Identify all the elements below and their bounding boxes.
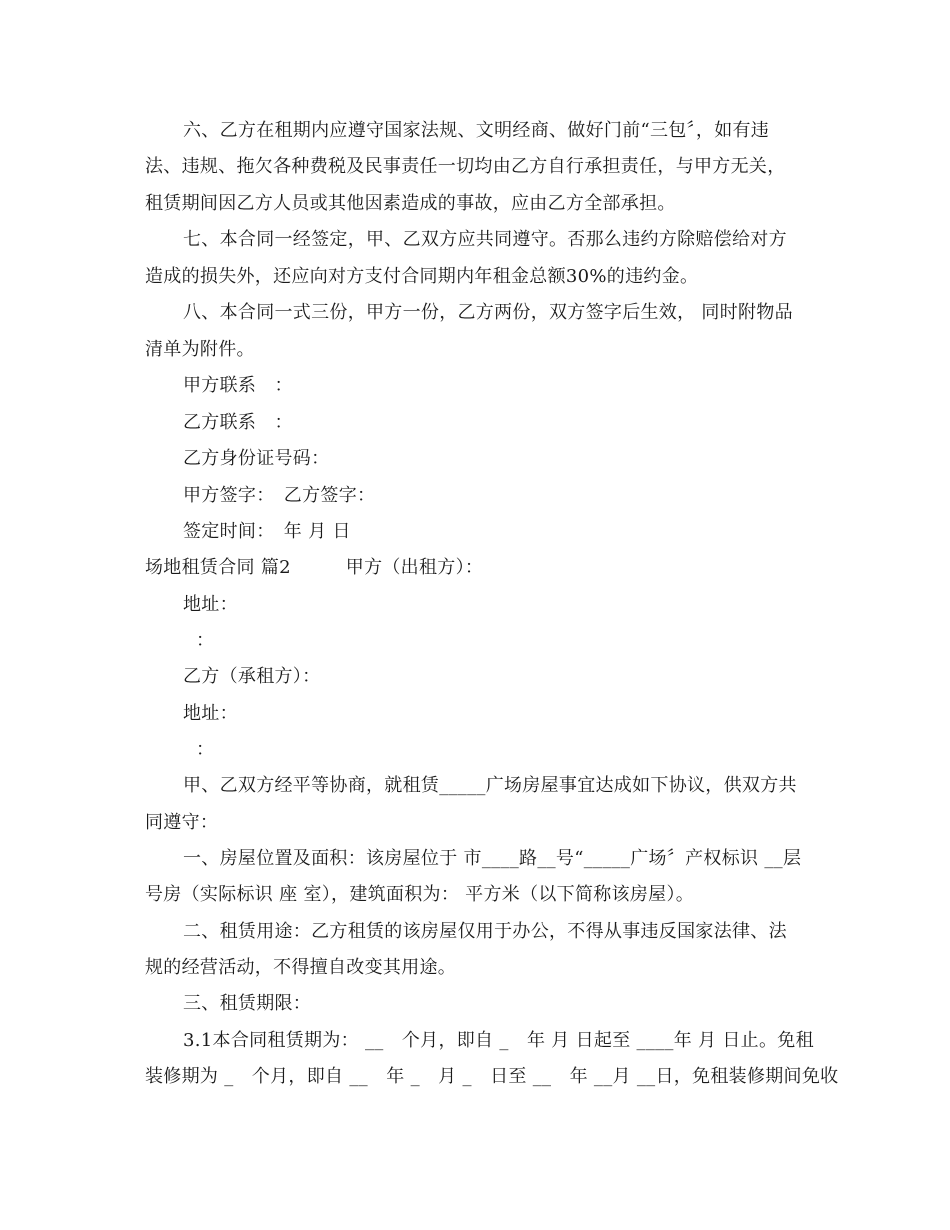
- section-1-line-2: 号房（实际标识 座 室），建筑面积为： 平方米（以下简称该房屋）。: [145, 884, 695, 905]
- party-a-blank-field: ：: [196, 630, 215, 651]
- party-a-address: 地址：: [183, 594, 238, 615]
- clause-8-line-2: 清单为附件。: [145, 339, 255, 360]
- section-3-1-line-1: 3.1本合同租赁期为： __ 个月，即自 _ 年 月 日起至 ____年 月 日止。免租: [183, 1030, 814, 1051]
- party-a-contact: 甲方联系 ：: [183, 375, 293, 396]
- party-b-contact: 乙方联系 ：: [183, 412, 293, 433]
- preamble-line-1: 甲、乙双方经平等协商，就租赁_____广场房屋事宜达成如下协议，供双方共: [183, 775, 797, 796]
- party-b-blank-field: ：: [196, 739, 215, 760]
- preamble-line-2: 同遵守：: [145, 812, 219, 833]
- clause-6-line-1: 六、乙方在租期内应遵守国家法规、文明经商、做好门前“三包〞，如有违: [183, 120, 770, 141]
- party-b-address: 地址：: [183, 703, 238, 724]
- clause-6-line-2: 法、违规、拖欠各种费税及民事责任一切均由乙方自行承担责任，与甲方无关，: [145, 156, 786, 177]
- signatures: 甲方签字： 乙方签字：: [183, 485, 376, 506]
- section-2-line-2: 规的经营活动，不得擅自改变其用途。: [145, 957, 457, 978]
- clause-7-line-1: 七、本合同一经签定，甲、乙双方应共同遵守。否那么违约方除赔偿给对方: [183, 229, 787, 250]
- section-3-1-line-2: 装修期为 _ 个月，即自 __ 年 _ 月 _ 日至 __ 年 __月 __日，免租装修期间免收: [145, 1066, 839, 1087]
- clause-7-line-2: 造成的损失外，还应向对方支付合同期内年租金总额30%的违约金。: [145, 266, 699, 287]
- clause-6-line-3: 租赁期间因乙方人员或其他因素造成的事故，应由乙方全部承担。: [145, 193, 676, 214]
- section-2-line-1: 二、租赁用途：乙方租赁的该房屋仅用于办公，不得从事违反国家法律、法: [183, 921, 787, 942]
- signing-date: 签定时间： 年 月 日: [183, 521, 351, 542]
- party-b-id-number: 乙方身份证号码：: [183, 448, 330, 469]
- section-1-line-1: 一、房屋位置及面积：该房屋位于 市____路__号“_____广场〞产权标识 __层: [183, 848, 802, 869]
- section-3-heading: 三、租赁期限：: [183, 993, 312, 1014]
- party-b-label: 乙方（承租方）：: [183, 666, 321, 687]
- contract-2-heading: 场地租赁合同 篇2 甲方（出租方）：: [145, 557, 484, 578]
- clause-8-line-1: 八、本合同一式三份，甲方一份，乙方两份，双方签字后生效， 同时附物品: [183, 302, 793, 323]
